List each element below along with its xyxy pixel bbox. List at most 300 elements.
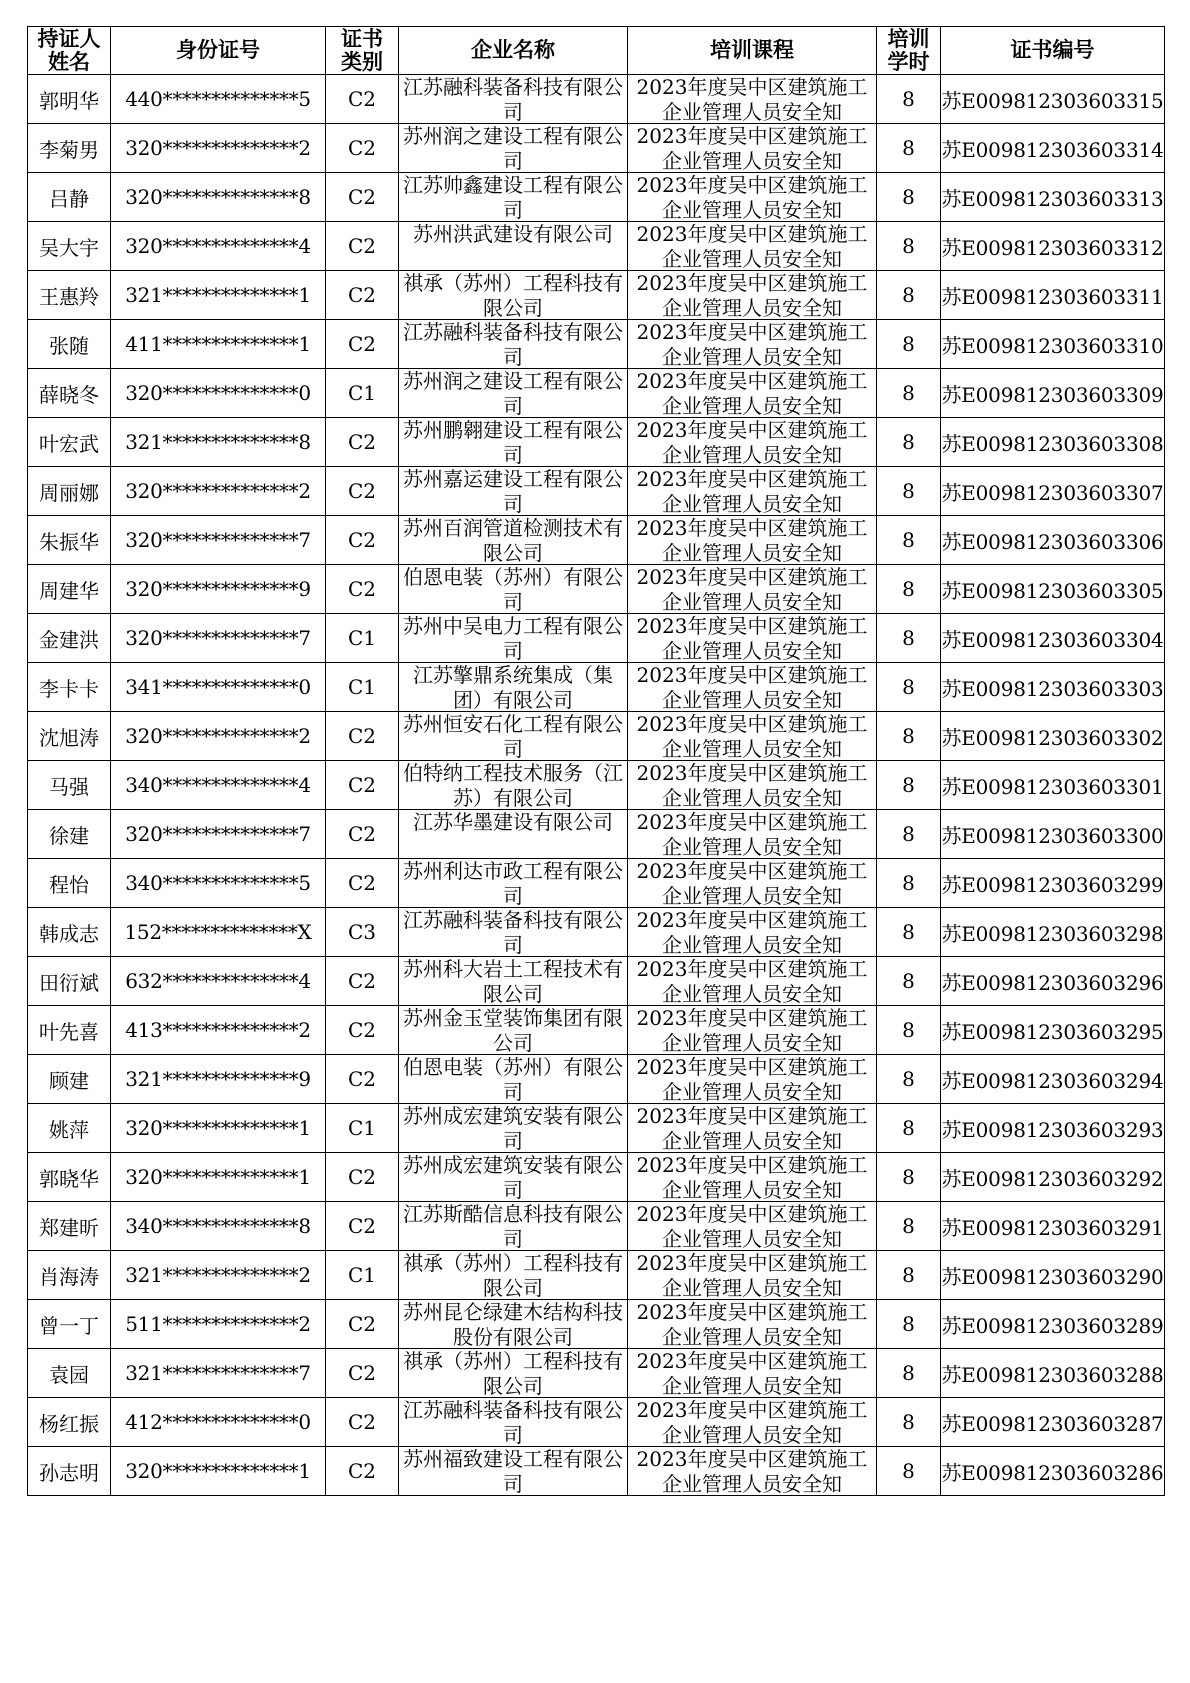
cell-id-number (111, 271, 326, 320)
cell-id-number (111, 1006, 326, 1055)
cell-id-number-text: 320**************2 (125, 479, 311, 503)
cell-id-number-text: 340**************5 (125, 871, 311, 895)
cell-cert-number (941, 320, 1165, 369)
cell-hours (877, 1104, 941, 1153)
cell-cert-type (326, 1055, 399, 1104)
cell-id-number (111, 369, 326, 418)
cell-holder-name-text: 韩成志 (39, 921, 99, 946)
cell-cert-type (326, 1251, 399, 1300)
cell-holder-name (28, 369, 111, 418)
cell-company-text: 苏州润之建设工程有限公司 (403, 369, 623, 417)
cell-id-number (111, 957, 326, 1006)
cell-course-text: 2023年度吴中区建筑施工企业管理人员安全知 (636, 467, 868, 515)
cell-cert-number-text: 苏E009812303603303 (941, 676, 1164, 701)
table-row (28, 761, 1165, 810)
cell-cert-number (941, 1300, 1165, 1349)
cell-course (628, 810, 877, 859)
cell-company (399, 712, 628, 761)
cell-holder-name-text: 周丽娜 (39, 480, 99, 505)
cell-holder-name (28, 467, 111, 516)
cell-cert-type-text: C2 (347, 1361, 377, 1385)
cell-company-text: 苏州科大岩土工程技术有限公司 (403, 957, 623, 1005)
cell-cert-type-text: C2 (347, 1312, 377, 1336)
cell-cert-number-text: 苏E009812303603292 (941, 1166, 1164, 1191)
cell-course (628, 1300, 877, 1349)
table-row (28, 369, 1165, 418)
cell-course (628, 320, 877, 369)
cell-hours (877, 663, 941, 712)
cell-course-text: 2023年度吴中区建筑施工企业管理人员安全知 (636, 222, 868, 270)
cell-hours (877, 908, 941, 957)
cell-course-text: 2023年度吴中区建筑施工企业管理人员安全知 (636, 1153, 868, 1201)
cell-company-text: 苏州鹏翱建设工程有限公司 (403, 418, 623, 466)
cell-cert-type-text: C2 (347, 1165, 377, 1189)
cell-holder-name-text: 沈旭涛 (39, 725, 99, 750)
cell-course-text: 2023年度吴中区建筑施工企业管理人员安全知 (636, 75, 868, 123)
cell-id-number (111, 1153, 326, 1202)
cell-company (399, 1153, 628, 1202)
cell-cert-number-text: 苏E009812303603302 (941, 725, 1164, 750)
cell-course-text: 2023年度吴中区建筑施工企业管理人员安全知 (636, 810, 868, 858)
header-id-number-label: 身份证号 (176, 38, 260, 62)
cell-holder-name-text: 叶宏武 (39, 431, 99, 456)
cell-hours-text: 8 (902, 871, 915, 895)
cell-hours-text: 8 (902, 675, 915, 699)
cell-course (628, 663, 877, 712)
cell-cert-type-text: C2 (347, 1018, 377, 1042)
cell-cert-number-text: 苏E009812303603305 (941, 578, 1164, 603)
cell-company (399, 565, 628, 614)
cell-cert-type (326, 124, 399, 173)
table-row (28, 467, 1165, 516)
cell-company-text: 江苏擎鼎系统集成（集团）有限公司 (413, 663, 613, 711)
cell-hours-text: 8 (902, 1165, 915, 1189)
cell-company-text: 祺承（苏州）工程科技有限公司 (403, 1349, 623, 1397)
header-course-label: 培训课程 (710, 38, 794, 62)
cell-company (399, 467, 628, 516)
cell-holder-name-text: 马强 (49, 774, 89, 799)
cell-company (399, 1006, 628, 1055)
cell-cert-number (941, 614, 1165, 663)
cell-hours (877, 1055, 941, 1104)
cell-hours (877, 1251, 941, 1300)
cell-cert-number-text: 苏E009812303603309 (941, 382, 1164, 407)
cell-cert-number-text: 苏E009812303603312 (941, 235, 1164, 260)
cell-id-number-text: 411**************1 (125, 332, 311, 356)
cell-hours-text: 8 (902, 430, 915, 454)
table-row (28, 124, 1165, 173)
cell-cert-type (326, 565, 399, 614)
cell-course-text: 2023年度吴中区建筑施工企业管理人员安全知 (636, 369, 868, 417)
cell-id-number (111, 1349, 326, 1398)
cell-cert-type-text: C2 (347, 1067, 377, 1091)
cell-cert-type-text: C2 (347, 430, 377, 454)
certificate-table (27, 26, 1165, 1496)
cell-holder-name (28, 1153, 111, 1202)
cell-cert-number (941, 663, 1165, 712)
cell-hours-text: 8 (902, 1263, 915, 1287)
cell-holder-name-text: 薛晓冬 (39, 382, 99, 407)
cell-cert-type (326, 75, 399, 124)
cell-cert-type (326, 1349, 399, 1398)
cell-course-text: 2023年度吴中区建筑施工企业管理人员安全知 (636, 1349, 868, 1397)
cell-hours-text: 8 (902, 1361, 915, 1385)
cell-course-text: 2023年度吴中区建筑施工企业管理人员安全知 (636, 418, 868, 466)
cell-cert-number (941, 761, 1165, 810)
cell-course-text: 2023年度吴中区建筑施工企业管理人员安全知 (636, 957, 868, 1005)
cell-holder-name-text: 叶先喜 (39, 1019, 99, 1044)
cell-id-number-text: 320**************1 (125, 1459, 311, 1483)
cell-course-text: 2023年度吴中区建筑施工企业管理人员安全知 (636, 320, 868, 368)
cell-cert-type (326, 1300, 399, 1349)
cell-company-text: 江苏融科装备科技有限公司 (403, 1398, 623, 1446)
cell-company-text: 苏州百润管道检测技术有限公司 (403, 516, 623, 564)
header-hours-label: 培训 学时 (887, 26, 930, 74)
table-row (28, 663, 1165, 712)
cell-company (399, 908, 628, 957)
cell-course (628, 369, 877, 418)
cell-course (628, 712, 877, 761)
cell-holder-name-text: 周建华 (39, 578, 99, 603)
cell-cert-number (941, 565, 1165, 614)
cell-course-text: 2023年度吴中区建筑施工企业管理人员安全知 (636, 516, 868, 564)
cell-company-text: 苏州金玉堂装饰集团有限公司 (403, 1006, 623, 1054)
cell-hours (877, 1447, 941, 1496)
table-row (28, 1055, 1165, 1104)
cell-hours-text: 8 (902, 920, 915, 944)
cell-course-text: 2023年度吴中区建筑施工企业管理人员安全知 (636, 1055, 868, 1103)
cell-holder-name-text: 张随 (49, 333, 89, 358)
cell-cert-type-text: C2 (347, 969, 377, 993)
cell-course (628, 1447, 877, 1496)
cell-cert-type-text: C2 (347, 577, 377, 601)
cell-hours-text: 8 (902, 1067, 915, 1091)
cell-course (628, 957, 877, 1006)
cell-cert-type-text: C2 (347, 283, 377, 307)
cell-holder-name (28, 1251, 111, 1300)
cell-cert-type-text: C2 (347, 724, 377, 748)
table-row (28, 1104, 1165, 1153)
cell-id-number-text: 320**************2 (125, 724, 311, 748)
cell-holder-name-text: 姚萍 (49, 1117, 89, 1142)
cell-cert-number (941, 418, 1165, 467)
header-row (28, 27, 1165, 75)
cell-hours (877, 75, 941, 124)
cell-course-text: 2023年度吴中区建筑施工企业管理人员安全知 (636, 271, 868, 319)
cell-holder-name-text: 王惠羚 (39, 284, 99, 309)
cell-course (628, 75, 877, 124)
cell-holder-name-text: 郭明华 (39, 88, 99, 113)
cell-id-number-text: 320**************7 (125, 528, 311, 552)
cell-course-text: 2023年度吴中区建筑施工企业管理人员安全知 (636, 712, 868, 760)
cell-cert-type-text: C3 (347, 920, 377, 944)
cell-cert-type (326, 467, 399, 516)
cell-cert-number-text: 苏E009812303603308 (941, 431, 1164, 456)
cell-cert-type (326, 271, 399, 320)
cell-cert-number-text: 苏E009812303603290 (941, 1264, 1164, 1289)
cell-hours (877, 1300, 941, 1349)
cell-hours-text: 8 (902, 724, 915, 748)
cell-id-number-text: 320**************9 (125, 577, 311, 601)
cell-cert-type-text: C2 (347, 234, 377, 258)
cell-course-text: 2023年度吴中区建筑施工企业管理人员安全知 (636, 1251, 868, 1299)
cell-id-number-text: 321**************9 (125, 1067, 311, 1091)
cell-company-text: 祺承（苏州）工程科技有限公司 (403, 1251, 623, 1299)
cell-holder-name (28, 859, 111, 908)
cell-id-number-text: 340**************8 (125, 1214, 311, 1238)
cell-course-text: 2023年度吴中区建筑施工企业管理人员安全知 (636, 859, 868, 907)
cell-id-number-text: 511**************2 (125, 1312, 311, 1336)
cell-holder-name (28, 565, 111, 614)
table-row (28, 320, 1165, 369)
cell-id-number (111, 859, 326, 908)
cell-holder-name (28, 173, 111, 222)
table-row (28, 1300, 1165, 1349)
cell-course (628, 1153, 877, 1202)
cell-company (399, 516, 628, 565)
cell-company-text: 苏州成宏建筑安装有限公司 (403, 1153, 623, 1201)
cell-course (628, 761, 877, 810)
cell-hours-text: 8 (902, 626, 915, 650)
cell-cert-number-text: 苏E009812303603298 (941, 921, 1164, 946)
cell-course (628, 1349, 877, 1398)
cell-id-number-text: 320**************4 (125, 234, 311, 258)
cell-course (628, 1398, 877, 1447)
cell-company-text: 苏州利达市政工程有限公司 (403, 859, 623, 907)
cell-company (399, 369, 628, 418)
cell-course-text: 2023年度吴中区建筑施工企业管理人员安全知 (636, 173, 868, 221)
cell-cert-number-text: 苏E009812303603300 (941, 823, 1164, 848)
cell-cert-number-text: 苏E009812303603287 (941, 1411, 1164, 1436)
cell-hours (877, 222, 941, 271)
cell-cert-number-text: 苏E009812303603307 (941, 480, 1164, 505)
cell-id-number (111, 124, 326, 173)
cell-cert-number (941, 810, 1165, 859)
cell-cert-type (326, 663, 399, 712)
cell-holder-name-text: 李卡卡 (39, 676, 99, 701)
cell-cert-number (941, 124, 1165, 173)
cell-id-number-text: 412**************0 (125, 1410, 311, 1434)
cell-course-text: 2023年度吴中区建筑施工企业管理人员安全知 (636, 1104, 868, 1152)
cell-cert-type (326, 761, 399, 810)
table-row (28, 75, 1165, 124)
cell-cert-number-text: 苏E009812303603293 (941, 1117, 1164, 1142)
cell-cert-number (941, 271, 1165, 320)
cell-cert-type-text: C1 (347, 675, 377, 699)
cell-course-text: 2023年度吴中区建筑施工企业管理人员安全知 (636, 1300, 868, 1348)
cell-holder-name (28, 810, 111, 859)
cell-id-number-text: 152**************X (124, 920, 312, 944)
cell-cert-number-text: 苏E009812303603304 (941, 627, 1164, 652)
table-header (28, 27, 1165, 75)
cell-hours (877, 1006, 941, 1055)
cell-holder-name (28, 908, 111, 957)
cell-company (399, 1398, 628, 1447)
cell-holder-name-text: 徐建 (49, 823, 89, 848)
cell-company (399, 1251, 628, 1300)
cell-company-text: 伯特纳工程技术服务（江苏）有限公司 (403, 761, 623, 809)
cell-company (399, 320, 628, 369)
cell-company-text: 祺承（苏州）工程科技有限公司 (403, 271, 623, 319)
cell-course (628, 1006, 877, 1055)
table-row (28, 712, 1165, 761)
cell-hours-text: 8 (902, 381, 915, 405)
cell-id-number-text: 321**************7 (125, 1361, 311, 1385)
cell-cert-number (941, 1202, 1165, 1251)
cell-hours (877, 1153, 941, 1202)
cell-cert-number-text: 苏E009812303603306 (941, 529, 1164, 554)
cell-cert-number (941, 1055, 1165, 1104)
cell-id-number (111, 614, 326, 663)
cell-course (628, 271, 877, 320)
cell-course-text: 2023年度吴中区建筑施工企业管理人员安全知 (636, 565, 868, 613)
cell-course-text: 2023年度吴中区建筑施工企业管理人员安全知 (636, 614, 868, 662)
cell-cert-type-text: C2 (347, 1410, 377, 1434)
cell-id-number-text: 320**************8 (125, 185, 311, 209)
table-row (28, 1349, 1165, 1398)
cell-company-text: 苏州中吴电力工程有限公司 (403, 614, 623, 662)
cell-id-number (111, 222, 326, 271)
cell-company-text: 苏州昆仑绿建木结构科技股份有限公司 (403, 1300, 623, 1348)
cell-cert-number-text: 苏E009812303603299 (941, 872, 1164, 897)
cell-company-text: 伯恩电装（苏州）有限公司 (403, 1055, 623, 1103)
cell-hours (877, 565, 941, 614)
cell-holder-name (28, 271, 111, 320)
cell-hours (877, 1202, 941, 1251)
cell-cert-type-text: C2 (347, 479, 377, 503)
cell-company (399, 1055, 628, 1104)
cell-cert-type-text: C2 (347, 185, 377, 209)
cell-id-number (111, 565, 326, 614)
cell-hours-text: 8 (902, 332, 915, 356)
cell-cert-number-text: 苏E009812303603311 (941, 284, 1164, 309)
cell-holder-name (28, 761, 111, 810)
cell-course-text: 2023年度吴中区建筑施工企业管理人员安全知 (636, 761, 868, 809)
cell-id-number (111, 173, 326, 222)
cell-cert-number-text: 苏E009812303603291 (941, 1215, 1164, 1240)
cell-cert-number-text: 苏E009812303603315 (941, 88, 1164, 113)
cell-cert-type (326, 1153, 399, 1202)
cell-cert-type-text: C2 (347, 332, 377, 356)
cell-holder-name (28, 516, 111, 565)
header-cert-number (941, 27, 1165, 75)
cell-cert-number (941, 859, 1165, 908)
cell-hours-text: 8 (902, 1312, 915, 1336)
cell-holder-name-text: 杨红振 (39, 1411, 99, 1436)
cell-hours-text: 8 (902, 969, 915, 993)
cell-holder-name (28, 1006, 111, 1055)
cell-holder-name-text: 顾建 (49, 1068, 89, 1093)
table-row (28, 222, 1165, 271)
table-row (28, 173, 1165, 222)
cell-course (628, 467, 877, 516)
cell-holder-name (28, 418, 111, 467)
cell-cert-number (941, 1104, 1165, 1153)
cell-course-text: 2023年度吴中区建筑施工企业管理人员安全知 (636, 663, 868, 711)
header-holder-name (28, 27, 111, 75)
cell-cert-type (326, 173, 399, 222)
cell-company-text: 苏州嘉运建设工程有限公司 (403, 467, 623, 515)
cell-cert-number (941, 712, 1165, 761)
cell-cert-type (326, 1006, 399, 1055)
cell-hours-text: 8 (902, 185, 915, 209)
cell-cert-number-text: 苏E009812303603295 (941, 1019, 1164, 1044)
cell-company (399, 173, 628, 222)
cell-cert-type (326, 957, 399, 1006)
cell-cert-type (326, 1202, 399, 1251)
cell-id-number (111, 320, 326, 369)
cell-id-number-text: 320**************2 (125, 136, 311, 160)
table-row (28, 1398, 1165, 1447)
cell-id-number-text: 341**************0 (125, 675, 311, 699)
cell-id-number-text: 321**************1 (125, 283, 311, 307)
cell-cert-number-text: 苏E009812303603313 (941, 186, 1164, 211)
cell-holder-name-text: 郭晓华 (39, 1166, 99, 1191)
header-company (399, 27, 628, 75)
header-cert-type-label: 证书 类别 (341, 26, 383, 74)
cell-company (399, 271, 628, 320)
cell-id-number (111, 1104, 326, 1153)
cell-cert-type-text: C2 (347, 871, 377, 895)
cell-cert-type-text: C1 (347, 1116, 377, 1140)
cell-holder-name (28, 614, 111, 663)
header-holder-name-label: 持证人 姓名 (37, 26, 101, 74)
cell-cert-type-text: C1 (347, 381, 377, 405)
cell-cert-type (326, 1398, 399, 1447)
cell-company-text: 苏州洪武建设有限公司 (413, 222, 613, 246)
cell-company (399, 1447, 628, 1496)
cell-holder-name-text: 朱振华 (39, 529, 99, 554)
cell-cert-type-text: C1 (347, 1263, 377, 1287)
cell-company (399, 859, 628, 908)
cell-hours (877, 369, 941, 418)
cell-cert-type-text: C2 (347, 1214, 377, 1238)
cell-cert-type-text: C2 (347, 87, 377, 111)
cell-course (628, 1202, 877, 1251)
cell-id-number (111, 1398, 326, 1447)
cell-id-number (111, 1447, 326, 1496)
cell-holder-name (28, 320, 111, 369)
cell-course-text: 2023年度吴中区建筑施工企业管理人员安全知 (636, 908, 868, 956)
cell-course (628, 516, 877, 565)
cell-holder-name-text: 吴大宇 (39, 235, 99, 260)
cell-company-text: 苏州恒安石化工程有限公司 (403, 712, 623, 760)
cell-cert-number (941, 516, 1165, 565)
table-row (28, 908, 1165, 957)
cell-holder-name (28, 1349, 111, 1398)
cell-hours (877, 320, 941, 369)
cell-hours-text: 8 (902, 577, 915, 601)
cell-course-text: 2023年度吴中区建筑施工企业管理人员安全知 (636, 1398, 868, 1446)
cell-hours-text: 8 (902, 87, 915, 111)
cell-course-text: 2023年度吴中区建筑施工企业管理人员安全知 (636, 1006, 868, 1054)
cell-holder-name-text: 袁园 (49, 1362, 89, 1387)
table-row (28, 1006, 1165, 1055)
cell-hours (877, 712, 941, 761)
cell-hours-text: 8 (902, 773, 915, 797)
cell-cert-number (941, 1153, 1165, 1202)
cell-holder-name-text: 肖海涛 (39, 1264, 99, 1289)
cell-holder-name (28, 663, 111, 712)
header-hours (877, 27, 941, 75)
cell-cert-number (941, 1251, 1165, 1300)
cell-cert-type (326, 908, 399, 957)
cell-cert-type-text: C2 (347, 528, 377, 552)
cell-holder-name (28, 124, 111, 173)
table-row (28, 565, 1165, 614)
cell-holder-name (28, 1300, 111, 1349)
cell-id-number (111, 712, 326, 761)
